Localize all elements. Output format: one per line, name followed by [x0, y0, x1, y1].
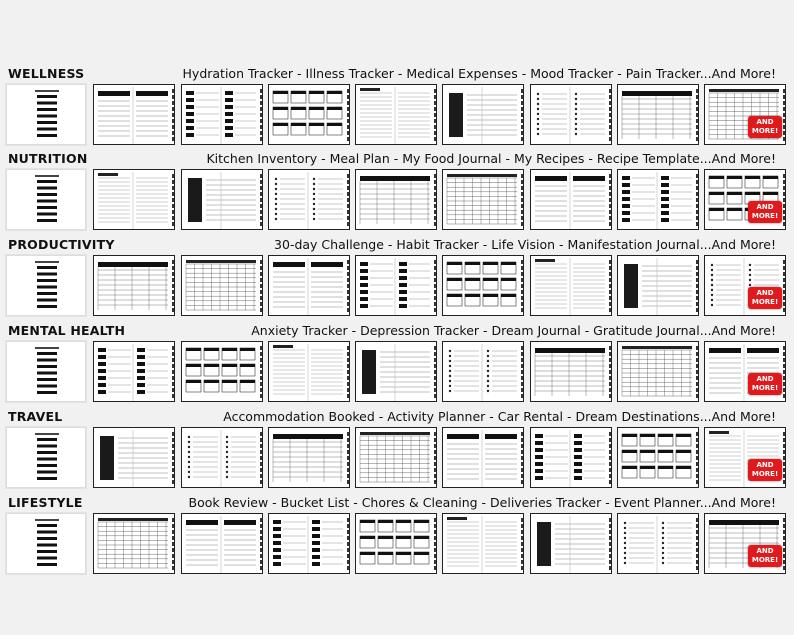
planner-page-thumbnail [181, 169, 263, 230]
category-row-mental-health [0, 323, 794, 409]
planner-page-thumbnail [268, 169, 350, 230]
thumbnail-strip [6, 427, 786, 489]
planner-page-thumbnail [93, 341, 175, 402]
and-more-badge [748, 116, 782, 138]
planner-page-thumbnail [181, 341, 263, 402]
planner-page-thumbnail [268, 427, 350, 488]
planner-page-thumbnail [181, 255, 263, 316]
planner-page-thumbnail [268, 255, 350, 316]
planner-page-thumbnail [442, 84, 524, 145]
category-description: Hydration Tracker - Illness Tracker - Medical Expenses - Mood Tracker - Pain Tracker...And More! [182, 66, 776, 81]
planner-cover-thumbnail [6, 341, 86, 402]
planner-cover-thumbnail [6, 84, 86, 145]
planner-page-thumbnail [617, 341, 699, 402]
planner-page-thumbnail [704, 427, 786, 488]
badge-line-1: AND [756, 118, 774, 126]
thumbnail-strip [6, 513, 786, 575]
and-more-badge [748, 287, 782, 309]
planner-page-thumbnail [442, 513, 524, 574]
planner-page-thumbnail [704, 341, 786, 402]
planner-page-thumbnail [617, 84, 699, 145]
planner-page-thumbnail [530, 255, 612, 316]
badge-line-1: AND [756, 461, 774, 469]
planner-page-thumbnail [93, 84, 175, 145]
planner-page-thumbnail [93, 255, 175, 316]
planner-page-thumbnail [355, 255, 437, 316]
thumbnail-strip [6, 341, 786, 403]
planner-page-thumbnail [704, 169, 786, 230]
badge-line-1: AND [756, 289, 774, 297]
planner-page-thumbnail [268, 341, 350, 402]
category-description: Kitchen Inventory - Meal Plan - My Food Journal - My Recipes - Recipe Template...And More! [206, 151, 776, 166]
category-title: MENTAL HEALTH [8, 323, 126, 338]
planner-page-thumbnail [704, 84, 786, 145]
category-title: PRODUCTIVITY [8, 237, 115, 252]
badge-line-1: AND [756, 375, 774, 383]
badge-line-2: MORE! [751, 556, 779, 564]
and-more-badge [748, 373, 782, 395]
category-title: NUTRITION [8, 151, 88, 166]
thumbnail-strip [6, 84, 786, 146]
planner-page-thumbnail [268, 84, 350, 145]
badge-line-2: MORE! [751, 384, 779, 392]
and-more-badge [748, 201, 782, 223]
planner-cover-thumbnail [6, 255, 86, 316]
planner-page-thumbnail [704, 255, 786, 316]
planner-page-thumbnail [617, 169, 699, 230]
and-more-badge [748, 459, 782, 481]
planner-page-thumbnail [355, 84, 437, 145]
category-title: TRAVEL [8, 409, 63, 424]
planner-page-thumbnail [442, 341, 524, 402]
category-title: LIFESTYLE [8, 495, 83, 510]
planner-page-thumbnail [93, 169, 175, 230]
planner-page-thumbnail [181, 84, 263, 145]
badge-line-1: AND [756, 203, 774, 211]
badge-line-2: MORE! [751, 470, 779, 478]
planner-page-thumbnail [355, 513, 437, 574]
category-description: Book Review - Bucket List - Chores & Cleaning - Deliveries Tracker - Event Planner...And More! [188, 495, 776, 510]
and-more-badge [748, 545, 782, 567]
planner-page-thumbnail [704, 513, 786, 574]
badge-line-2: MORE! [751, 127, 779, 135]
planner-cover-thumbnail [6, 513, 86, 574]
planner-page-thumbnail [530, 84, 612, 145]
category-row-wellness [0, 66, 794, 152]
category-description: 30-day Challenge - Habit Tracker - Life Vision - Manifestation Journal...And More! [274, 237, 776, 252]
badge-line-1: AND [756, 547, 774, 555]
planner-page-thumbnail [442, 255, 524, 316]
planner-cover-thumbnail [6, 169, 86, 230]
badge-line-2: MORE! [751, 298, 779, 306]
badge-line-2: MORE! [751, 212, 779, 220]
planner-page-thumbnail [442, 427, 524, 488]
planner-page-thumbnail [268, 513, 350, 574]
category-description: Anxiety Tracker - Depression Tracker - Dream Journal - Gratitude Journal...And More! [251, 323, 776, 338]
planner-page-thumbnail [355, 169, 437, 230]
planner-page-thumbnail [181, 513, 263, 574]
category-row-travel [0, 409, 794, 495]
category-row-nutrition [0, 151, 794, 237]
thumbnail-strip [6, 255, 786, 317]
planner-page-thumbnail [530, 427, 612, 488]
planner-cover-thumbnail [6, 427, 86, 488]
planner-page-thumbnail [93, 513, 175, 574]
planner-page-thumbnail [355, 427, 437, 488]
planner-page-thumbnail [355, 341, 437, 402]
category-row-lifestyle [0, 495, 794, 581]
planner-page-thumbnail [617, 513, 699, 574]
planner-page-thumbnail [442, 169, 524, 230]
planner-page-thumbnail [530, 169, 612, 230]
planner-page-thumbnail [530, 513, 612, 574]
planner-page-thumbnail [181, 427, 263, 488]
category-description: Accommodation Booked - Activity Planner - Car Rental - Dream Destinations...And More! [223, 409, 776, 424]
planner-page-thumbnail [530, 341, 612, 402]
planner-page-thumbnail [617, 427, 699, 488]
planner-page-thumbnail [617, 255, 699, 316]
thumbnail-strip [6, 169, 786, 231]
category-row-productivity [0, 237, 794, 323]
category-title: WELLNESS [8, 66, 85, 81]
planner-page-thumbnail [93, 427, 175, 488]
